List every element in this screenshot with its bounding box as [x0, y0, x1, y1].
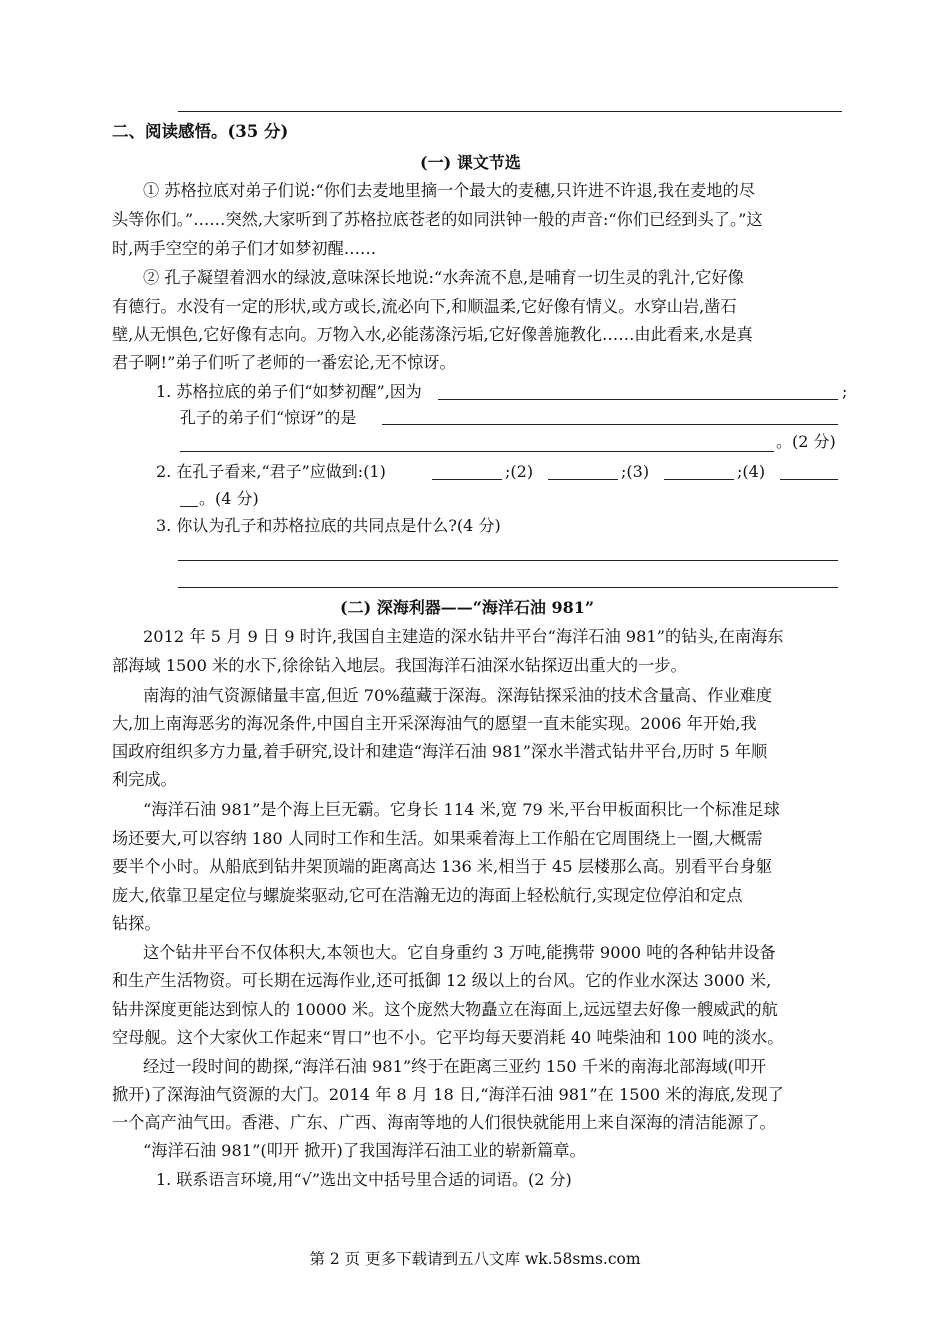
part1-title: (一) 课文节选 — [420, 153, 521, 172]
text-line: ① 苏格拉底对弟子们说:“你们去麦地里摘一个最大的麦穗,只许进不许退,我在麦地的尽 — [143, 181, 755, 200]
text-line: 部海域 1500 米的水下,徐徐钻入地层。我国海洋石油深水钻探迈出重大的一步。 — [112, 656, 687, 675]
answer-blank[interactable] — [178, 587, 838, 588]
question-1-score: 。(2 分) — [776, 432, 836, 451]
answer-blank[interactable] — [664, 479, 734, 480]
question-2: 2. 在孔子看来,“君子”应做到:(1) — [156, 462, 386, 481]
part2-question-1: 1. 联系语言环境,用“√”选出文中括号里合适的词语。(2 分) — [156, 1170, 572, 1189]
question-1-line-a — [156, 382, 422, 402]
text-line: 和生产生活物资。可长期在远海作业,还可抵御 12 级以上的台风。它的作业水深达 3000 米, — [112, 971, 772, 990]
question-1-line-b: 孔子的弟子们“惊讶”的是 — [180, 408, 357, 427]
text-line: “海洋石油 981”(叩开 掀开)了我国海洋石油工业的崭新篇章。 — [143, 1141, 586, 1160]
text-line: 钻井深度更能达到惊人的 10000 米。这个庞然大物矗立在海面上,远远望去好像一艘威武的航 — [112, 1000, 778, 1019]
top-rule — [178, 111, 842, 112]
semicolon: ; — [842, 382, 848, 401]
text-line: 经过一段时间的勘探,“海洋石油 981”终于在距离三亚约 150 千米的南海北部海域(叩开 — [143, 1057, 767, 1076]
answer-blank[interactable] — [178, 560, 838, 561]
text-line: 君子啊!”弟子们听了老师的一番宏论,无不惊讶。 — [112, 353, 456, 372]
text-line: “海洋石油 981”是个海上巨无霸。它身长 114 米,宽 79 米,平台甲板面积比一个标准足球 — [143, 800, 780, 819]
answer-blank[interactable] — [548, 479, 618, 480]
text-line: 大,加上南海恶劣的海况条件,中国自主开采深海油气的愿望一直未能实现。2006 年开始,我 — [112, 714, 757, 733]
text-line: 庞大,依靠卫星定位与螺旋桨驱动,它可在浩瀚无边的海面上轻松航行,实现定位停泊和定点 — [112, 886, 743, 905]
text-line: 利完成。 — [112, 770, 177, 789]
q2-sep-2: ;(2) — [505, 462, 534, 481]
text-line: ② 孔子凝望着泗水的绿波,意味深长地说:“水奔流不息,是哺育一切生灵的乳汁,它好像 — [143, 268, 744, 287]
text-line: 这个钻井平台不仅体积大,本领也大。它自身重约 3 万吨,能携带 9000 吨的各种钻井设备 — [143, 943, 776, 962]
question-2-score: 。(4 分) — [199, 489, 259, 508]
text-line: 要半个小时。从船底到钻井架顶端的距离高达 136 米,相当于 45 层楼那么高。别看平台身躯 — [112, 857, 772, 876]
text-line: 2012 年 5 月 9 日 9 时许,我国自主建造的深水钻井平台“海洋石油 981”的钻头,在南海东 — [143, 627, 784, 646]
text-line: 壁,从无惧色,它好像有志向。万物入水,必能荡涤污垢,它好像善施教化……由此看来,水是真 — [112, 325, 753, 344]
text-line: 有德行。水没有一定的形状,或方或长,流必向下,和顺温柔,它好像有情义。水穿山岩,凿石 — [112, 297, 737, 316]
section-title: 二、阅读感悟。(35 分) — [112, 122, 289, 141]
answer-blank[interactable] — [180, 451, 774, 452]
answer-blank[interactable] — [180, 506, 198, 507]
part2-title: (二) 深海利器——“海洋石油 981” — [340, 598, 595, 617]
text-line: 国政府组织多方力量,着手研究,设计和建造“海洋石油 981”深水半潜式钻井平台,历时 5 年顺 — [112, 742, 768, 761]
answer-blank[interactable] — [382, 424, 838, 425]
text-line: 南海的油气资源储量丰富,但近 70%蕴藏于深海。深海钻探采油的技术含量高、作业难度 — [143, 686, 773, 705]
text-line: 空母舰。这个大家伙工作起来“胃口”也不小。它平均每天要消耗 40 吨柴油和 100 吨的淡水。 — [112, 1028, 784, 1047]
text-line: 时,两手空空的弟子们才如梦初醒…… — [112, 239, 377, 258]
answer-blank[interactable] — [432, 479, 502, 480]
text-line: 一个高产油气田。香港、广东、广西、海南等地的人们很快就能用上来自深海的清洁能源了。 — [112, 1113, 776, 1132]
answer-blank[interactable] — [780, 479, 838, 480]
text-line: 钻探。 — [112, 914, 161, 933]
q2-sep-4: ;(4) — [737, 462, 766, 481]
q2-sep-3: ;(3) — [621, 462, 650, 481]
text-line: 头等你们。”……突然,大家听到了苏格拉底苍老的如同洪钟一般的声音:“你们已经到头了。”这 — [112, 210, 763, 229]
question-1-text: 1. 苏格拉底的弟子们“如梦初醒”,因为 — [156, 382, 422, 401]
answer-blank[interactable] — [438, 399, 838, 400]
text-line: 掀开)了深海油气资源的大门。2014 年 8 月 18 日,“海洋石油 981”在 1500 米的海底,发现了 — [112, 1085, 784, 1104]
question-3: 3. 你认为孔子和苏格拉底的共同点是什么?(4 分) — [156, 516, 501, 535]
page-footer: 第 2 页 更多下载请到五八文库 wk.58sms.com — [309, 1250, 641, 1268]
text-line: 场还要大,可以容纳 180 人同时工作和生活。如果乘着海上工作船在它周围绕上一圈,大概需 — [112, 829, 763, 848]
